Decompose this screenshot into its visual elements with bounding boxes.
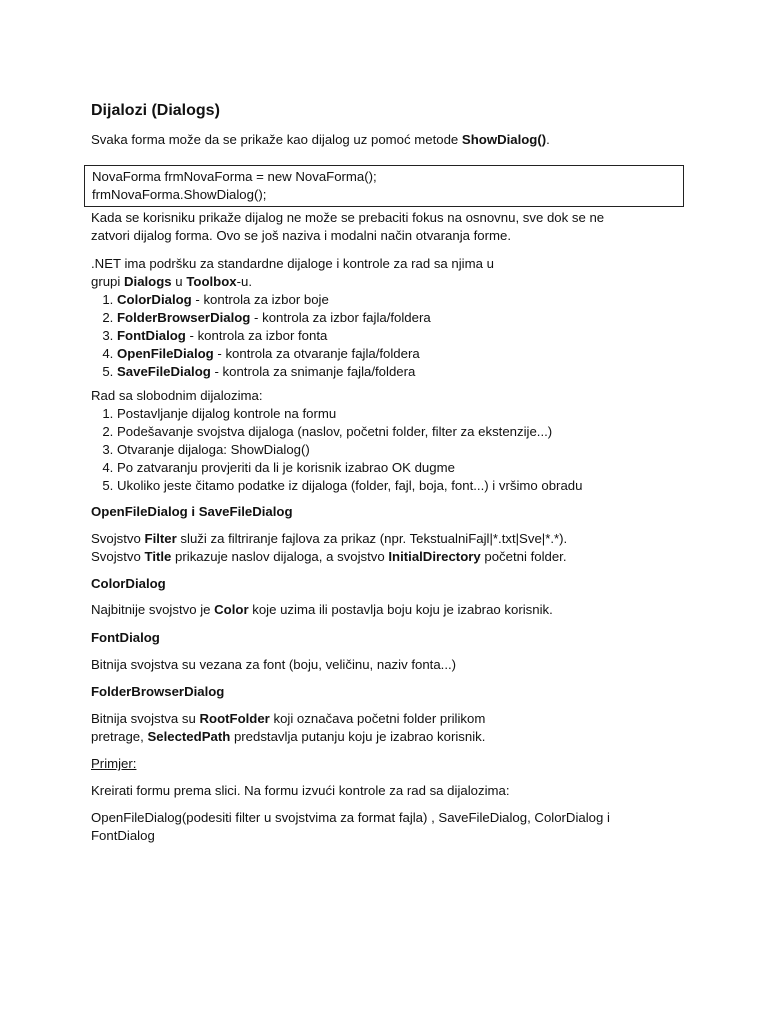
s4-selectedpath: SelectedPath: [147, 729, 231, 744]
net-pre: grupi: [91, 274, 124, 289]
s2-c: koje uzima ili postavlja boju koju je izabrao korisnik.: [248, 602, 553, 617]
control-name: FolderBrowserDialog: [117, 310, 251, 325]
control-desc: - kontrola za snimanje fajla/foldera: [210, 364, 416, 379]
s1-d: Svojstvo: [91, 549, 145, 564]
example-line-1: OpenFileDialog(podesiti filter u svojstvima za format fajla) , SaveFileDialog, ColorDialog i: [91, 810, 610, 825]
intro-method: ShowDialog(): [461, 132, 547, 147]
intro-text: Svaka forma može da se prikaže kao dijalog uz pomoć metode: [91, 132, 462, 147]
intro-paragraph: [91, 131, 711, 149]
list-item: [117, 327, 711, 345]
section-heading-font: FontDialog: [91, 630, 160, 645]
control-desc: - kontrola za izbor fonta: [185, 328, 328, 343]
section-heading-color: ColorDialog: [91, 576, 166, 591]
list-item: [117, 291, 711, 309]
net-line-1: .NET ima podršku za standardne dijaloge i kontrole za rad sa njima u: [91, 256, 494, 271]
list-item: [117, 309, 711, 327]
list-item: [117, 363, 711, 381]
example-label: Primjer:: [91, 756, 137, 771]
net-dialogs: Dialogs: [124, 274, 172, 289]
folder-line-1: [91, 710, 711, 728]
s4-rootfolder: RootFolder: [199, 711, 270, 726]
folder-paragraph: [91, 710, 711, 746]
intro-end: .: [546, 132, 550, 147]
example-paragraph-1: Kreirati formu prema slici. Na formu izvući kontrole za rad sa dijalozima:: [91, 783, 510, 798]
font-paragraph: Bitnija svojstva su vezana za font (boju, veličinu, naziv fonta...): [91, 657, 457, 672]
example-line-2: FontDialog: [91, 828, 155, 843]
s4-c: koji označava početni folder prilikom: [269, 711, 486, 726]
filter-line-1: [91, 530, 711, 548]
list-item: 1. Postavljanje dijalog kontrole na formu: [117, 405, 711, 423]
s4-e: predstavlja putanju koju je izabrao korisnik.: [230, 729, 486, 744]
code-line-1: NovaForma frmNovaForma = new NovaForma();: [92, 169, 377, 184]
s2-color: Color: [214, 602, 249, 617]
control-name: ColorDialog: [117, 292, 192, 307]
steps-title: Rad sa slobodnim dijalozima:: [91, 388, 263, 403]
control-name: FontDialog: [117, 328, 186, 343]
example-paragraph-2: [91, 809, 711, 845]
s4-d: pretrage,: [91, 729, 148, 744]
code-line-2: frmNovaForma.ShowDialog();: [92, 187, 267, 202]
modal-line-2: zatvori dijalog forma. Ovo se još naziva i modalni način otvaranja forme.: [91, 228, 511, 243]
section-heading-folder: FolderBrowserDialog: [91, 684, 225, 699]
control-desc: - kontrola za otvaranje fajla/foldera: [213, 346, 420, 361]
s1-title: Title: [144, 549, 172, 564]
list-item: [117, 345, 711, 363]
color-paragraph: [91, 601, 711, 619]
control-desc: - kontrola za izbor fajla/foldera: [250, 310, 431, 325]
modal-paragraph: [91, 209, 711, 245]
list-item: 5. Ukoliko jeste čitamo podatke iz dijaloga (folder, fajl, boja, font...) i vršimo obradu: [117, 477, 711, 495]
s1-a: Svojstvo: [91, 531, 145, 546]
filter-paragraph: [91, 530, 711, 566]
section-heading-openfile: OpenFileDialog i SaveFileDialog: [91, 504, 293, 519]
net-paragraph: [91, 255, 711, 381]
control-desc: - kontrola za izbor boje: [191, 292, 329, 307]
s1-c: služi za filtriranje fajlova za prikaz (npr. TekstualniFajl|*.txt|Sve|*.*).: [176, 531, 568, 546]
net-line-2: [91, 273, 711, 291]
steps-list: [91, 405, 711, 495]
s1-f: početni folder.: [480, 549, 567, 564]
steps-section: [91, 387, 711, 495]
net-toolbox: Toolbox: [186, 274, 237, 289]
control-name: SaveFileDialog: [117, 364, 211, 379]
controls-list: [91, 291, 711, 381]
list-item: 4. Po zatvaranju provjeriti da li je korisnik izabrao OK dugme: [117, 459, 711, 477]
s1-initialdir: InitialDirectory: [388, 549, 481, 564]
page-title: Dijalozi (Dialogs): [91, 102, 220, 119]
folder-line-2: [91, 728, 711, 746]
net-mid: u: [171, 274, 187, 289]
s1-e: prikazuje naslov dijaloga, a svojstvo: [171, 549, 389, 564]
s2-a: Najbitnije svojstvo je: [91, 602, 215, 617]
s1-filter: Filter: [144, 531, 177, 546]
list-item: 3. Otvaranje dijaloga: ShowDialog(): [117, 441, 711, 459]
s4-a: Bitnija svojstva su: [91, 711, 200, 726]
net-post: -u.: [236, 274, 252, 289]
control-name: OpenFileDialog: [117, 346, 214, 361]
filter-line-2: [91, 548, 711, 566]
code-box: [84, 165, 684, 207]
list-item: 2. Podešavanje svojstva dijaloga (naslov, početni folder, filter za ekstenzije...): [117, 423, 711, 441]
modal-line-1: Kada se korisniku prikaže dijalog ne može se prebaciti fokus na osnovnu, sve dok se ne: [91, 210, 605, 225]
